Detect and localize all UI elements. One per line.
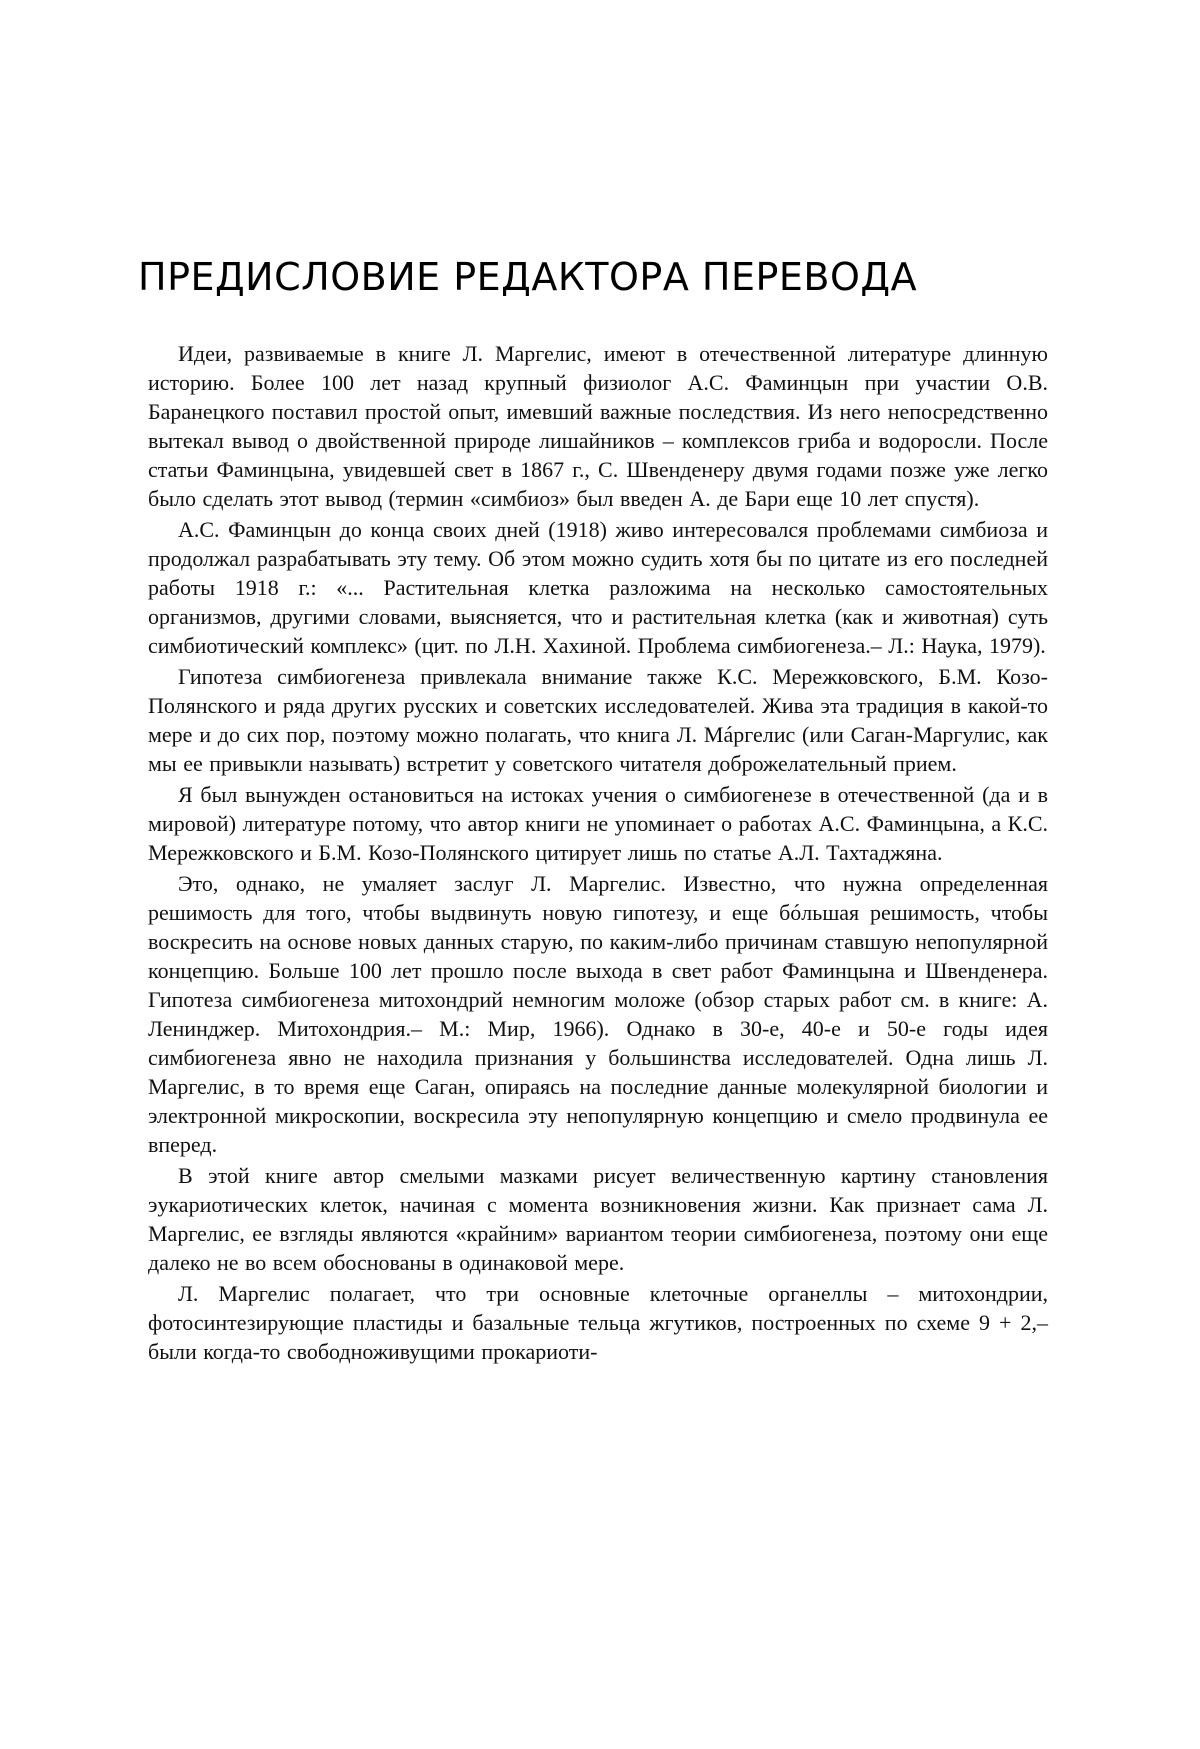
paragraph: А.С. Фаминцын до конца своих дней (1918) живо интересовался проблемами симбиоза и продолжал разрабатывать эту тему. Об этом можно судить хотя бы по цитате из его последней работы 1918 г.: «... Растительная клетка разложима на несколько самостоятельных организмов, другими словами, выясняется, что и растительная клетка (как и животная) суть симбиотический комплекс» (цит. по Л.Н. Хахиной. Проблема симбиогенеза.– Л.: Наука, 1979). xyxy=(148,517,1048,658)
paragraph: Гипотеза симбиогенеза привлекала внимание также К.С. Мережковского, Б.М. Козо-Полянского и ряда других русских и советских исследователей. Жива эта традиция в какой-то мере и до сих пор, поэтому можно полагать, что книга Л. Мáргелис (или Саган-Маргулис, как мы ее привыкли называть) встретит у советского читателя доброжелательный прием. xyxy=(148,664,1048,776)
paragraph: Это, однако, не умаляет заслуг Л. Маргелис. Известно, что нужна определенная решимость для того, чтобы выдвинуть новую гипотезу, и еще бóльшая решимость, чтобы воскресить на основе новых данных старую, по каким-либо причинам ставшую непопулярной концепцию. Больше 100 лет прошло после выхода в свет работ Фаминцына и Швенденера. Гипотеза симбиогенеза митохондрий немногим моложе (обзор старых работ см. в книге: А. Ленинджер. Митохондрия.– М.: Мир, 1966). Однако в 30-е, 40-е и 50-е годы идея симбиогенеза явно не находила признания у большинства исследователей. Одна лишь Л. Маргелис, в то время еще Саган, опираясь на последние данные молекулярной биологии и электронной микроскопии, воскресила эту непопулярную концепцию и смело продвинула ее вперед. xyxy=(148,871,1048,1157)
paragraph: Л. Маргелис полагает, что три основные клеточные органеллы – митохондрии, фотосинтезирующие пластиды и базальные тельца жгутиков, построенных по схеме 9 + 2,– были когда-то свободноживущими прокариоти- xyxy=(148,1281,1048,1364)
paragraph: Идеи, развиваемые в книге Л. Маргелис, имеют в отечественной литературе длинную историю. Более 100 лет назад крупный физиолог А.С. Фаминцын при участии О.В. Баранецкого поставил простой опыт, имевший важные последствия. Из него непосредственно вытекал вывод о двойственной природе лишайников – комплексов гриба и водоросли. После статьи Фаминцына, увидевшей свет в 1867 г., С. Швенденеру двумя годами позже уже легко было сделать этот вывод (термин «симбиоз» был введен А. де Бари еще 10 лет спустя). xyxy=(148,341,1048,511)
document-page xyxy=(138,255,1048,1368)
paragraph: Я был вынужден остановиться на истоках учения о симбиогенезе в отечественной (да и в мировой) литературе потому, что автор книги не упоминает о работах А.С. Фаминцына, а К.С. Мережковского и Б.М. Козо-Полянского цитирует лишь по статье А.Л. Тахтаджяна. xyxy=(148,782,1048,865)
paragraph: В этой книге автор смелыми мазками рисует величественную картину становления эукариотических клеток, начиная с момента возникновения жизни. Как признает сама Л. Маргелис, ее взгляды являются «крайним» вариантом теории симбиогенеза, поэтому они еще далеко не во всем обоснованы в одинаковой мере. xyxy=(148,1163,1048,1275)
body-text xyxy=(148,339,1048,1366)
page-title: ПРЕДИСЛОВИЕ РЕДАКТОРА ПЕРЕВОДА xyxy=(138,255,918,299)
